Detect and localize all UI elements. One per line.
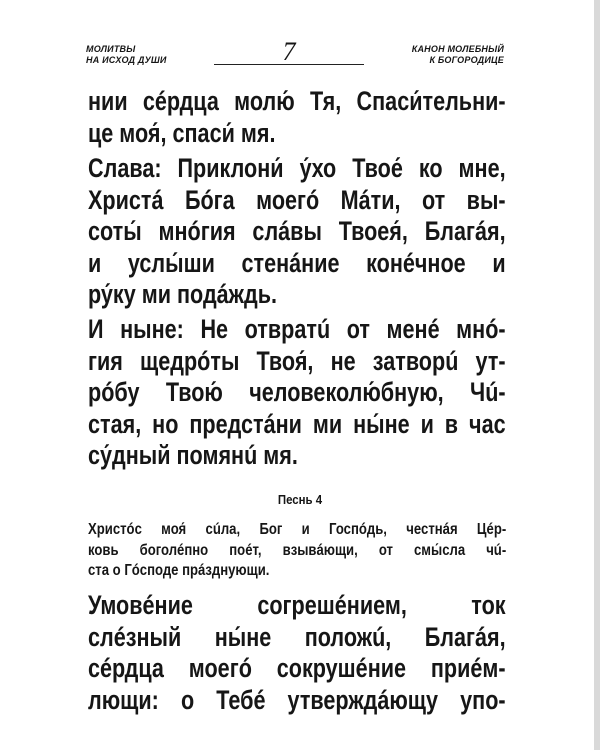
text-line: И ныне: Не отвратú от менé мнó- [88,314,506,344]
text-line: ковь боголéпно поéт, взывáющи, от смы́сла чú- [88,541,507,559]
text-line: ста о Гóсподе прáзднующи. [88,562,270,579]
irmos-paragraph [88,520,506,582]
song-title: Песнь 4 [277,492,323,507]
header-right-title [412,44,504,66]
paragraph-continuation [88,86,506,149]
text-line: нии сéрдца молю́ Тя, Спаси́тельни- [88,86,506,116]
header-left-line: НА ИСХОД ДУШИ [86,55,167,65]
text-line: су́дный помянú мя. [88,440,298,470]
page-number: 7 [282,37,296,66]
page-edge-shadow [594,0,600,750]
text-line: сéрдца моегó сокрушéние приéм- [88,653,506,683]
header-left-title [86,44,167,66]
header-left-line: МОЛИТВЫ [86,44,136,54]
text-line: стая, но предстáни ми ны́не и в час [88,408,506,439]
troparion-paragraph [88,590,506,716]
text-line: це моя́, спаси́ мя. [88,117,276,148]
text-line: рóбу Твою́ человеколю́бную, Чú- [88,377,506,407]
text-line: Христóс моя́ сúла, Бог и Госпóдь, честнáя Цéр- [88,521,507,538]
paragraph-slava [88,153,506,311]
text-line: гия щедрóты Твоя́, не затворú ут- [88,345,506,376]
text-line: ру́ку ми подáждь. [88,279,277,309]
text-line: Умовéние согрешéнием, ток [88,590,506,620]
text-line: лющи: о Тебé утверждáющу упо- [88,684,506,715]
text-line: и услы́ши стенáние конéчное и [88,247,506,278]
header-right-line: КАНОН МОЛЕБНЫЙ [411,44,504,54]
text-line: соты́ мнóгия слáвы Твоея́, Благáя, [88,216,506,246]
text-line: слéзный ны́не положú, Благáя, [88,621,506,652]
header-right-line: К БОГОРОДИЦЕ [429,55,504,65]
running-header [86,37,504,74]
paragraph-i-nyne [88,314,506,472]
text-line: Христá Бóга моегó Мáти, от вы- [88,184,506,215]
text-line: Слава: Приклони́ у́хо Твое́ ко мне, [88,153,506,183]
